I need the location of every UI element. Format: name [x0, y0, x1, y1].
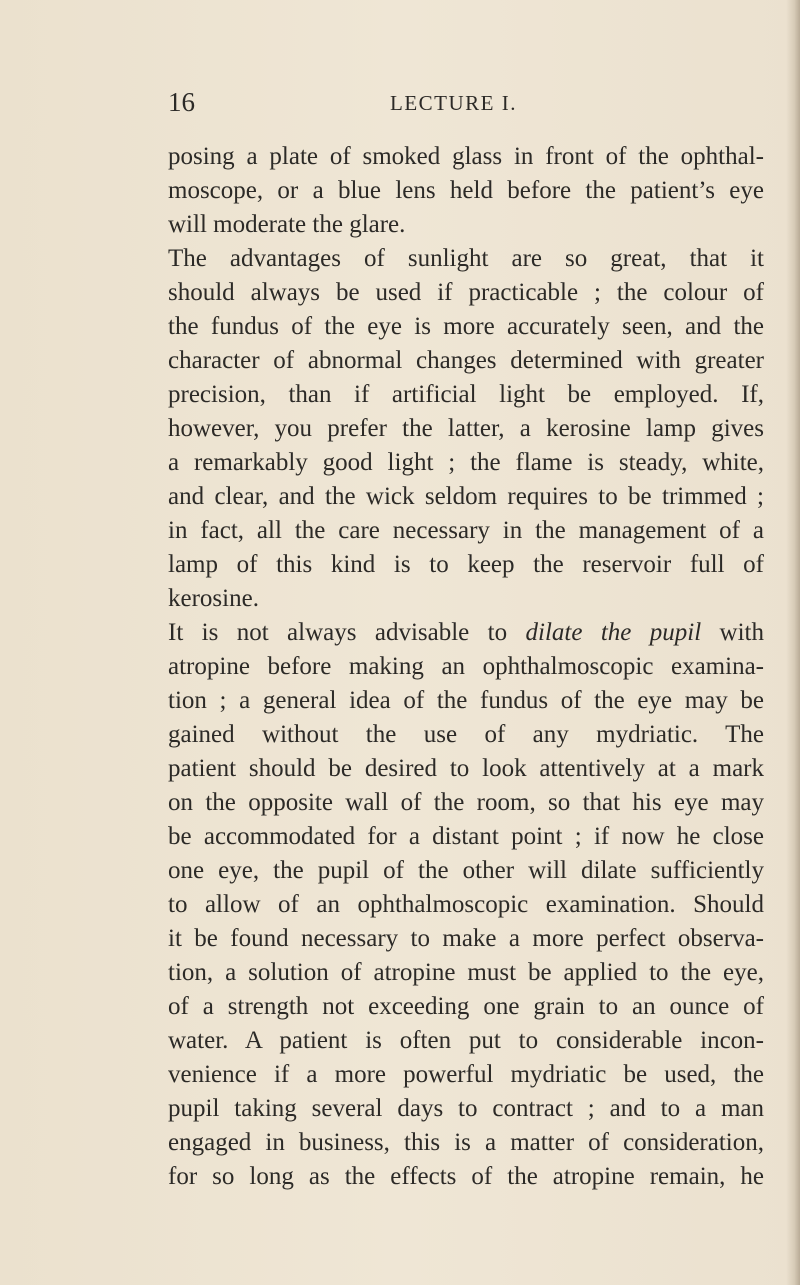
- text-line: moscope, or a blue lens held before the patient’s eye: [168, 177, 764, 204]
- text-line: of a strength not exceeding one grain to an ounce of: [168, 993, 764, 1020]
- text-line: should always be used if practicable ; the colour of: [168, 279, 764, 306]
- text-line: character of abnormal changes determined with greater: [168, 347, 764, 374]
- running-head: LECTURE I.: [390, 91, 517, 115]
- page-number: 16: [168, 87, 195, 117]
- text-line: The advantages of sunlight are so great, that it: [168, 245, 764, 272]
- text-line: and clear, and the wick seldom requires to be trimmed ;: [168, 483, 764, 510]
- text-line: precision, than if artificial light be employed. If,: [168, 381, 764, 408]
- italic-phrase: dilate the pupil: [525, 619, 702, 646]
- page-edge-shadow: [786, 0, 800, 1285]
- text-line: it be found necessary to make a more perfect observa-: [168, 925, 764, 952]
- text-line: engaged in business, this is a matter of consideration,: [168, 1129, 764, 1156]
- text-line: however, you prefer the latter, a kerosine lamp gives: [168, 415, 764, 442]
- text-line: on the opposite wall of the room, so that his eye may: [168, 789, 764, 816]
- body-text: [168, 140, 764, 1194]
- text-line: in fact, all the care necessary in the management of a: [168, 517, 764, 544]
- text-line: will moderate the glare.: [168, 211, 406, 238]
- text-line: gained without the use of any mydriatic. The: [168, 721, 764, 748]
- text-line: pupil taking several days to contract ; and to a man: [168, 1095, 764, 1122]
- text-line: lamp of this kind is to keep the reservoir full of: [168, 551, 764, 578]
- text-line: atropine before making an ophthalmoscopic examina-: [168, 653, 764, 680]
- text-line: patient should be desired to look attentively at a mark: [168, 755, 764, 782]
- text-line: posing a plate of smoked glass in front of the ophthal-: [168, 143, 764, 170]
- text-segment: It is not always advisable to: [168, 619, 526, 646]
- text-line: kerosine.: [168, 585, 259, 612]
- text-line: the fundus of the eye is more accurately seen, and the: [168, 313, 764, 340]
- page-header: [168, 87, 728, 117]
- text-line: one eye, the pupil of the other will dilate sufficiently: [168, 857, 764, 884]
- text-line: to allow of an ophthalmoscopic examination. Should: [168, 891, 764, 918]
- text-segment: with: [701, 619, 765, 646]
- text-line: for so long as the effects of the atropine remain, he: [168, 1163, 764, 1190]
- text-line-with-italic: [168, 616, 764, 650]
- text-line: venience if a more powerful mydriatic be used, the: [168, 1061, 764, 1088]
- text-line: tion ; a general idea of the fundus of the eye may be: [168, 687, 764, 714]
- text-line: be accommodated for a distant point ; if now he close: [168, 823, 764, 850]
- text-line: water. A patient is often put to considerable incon-: [168, 1027, 764, 1054]
- text-line: tion, a solution of atropine must be applied to the eye,: [168, 959, 764, 986]
- text-line: a remarkably good light ; the flame is steady, white,: [168, 449, 764, 476]
